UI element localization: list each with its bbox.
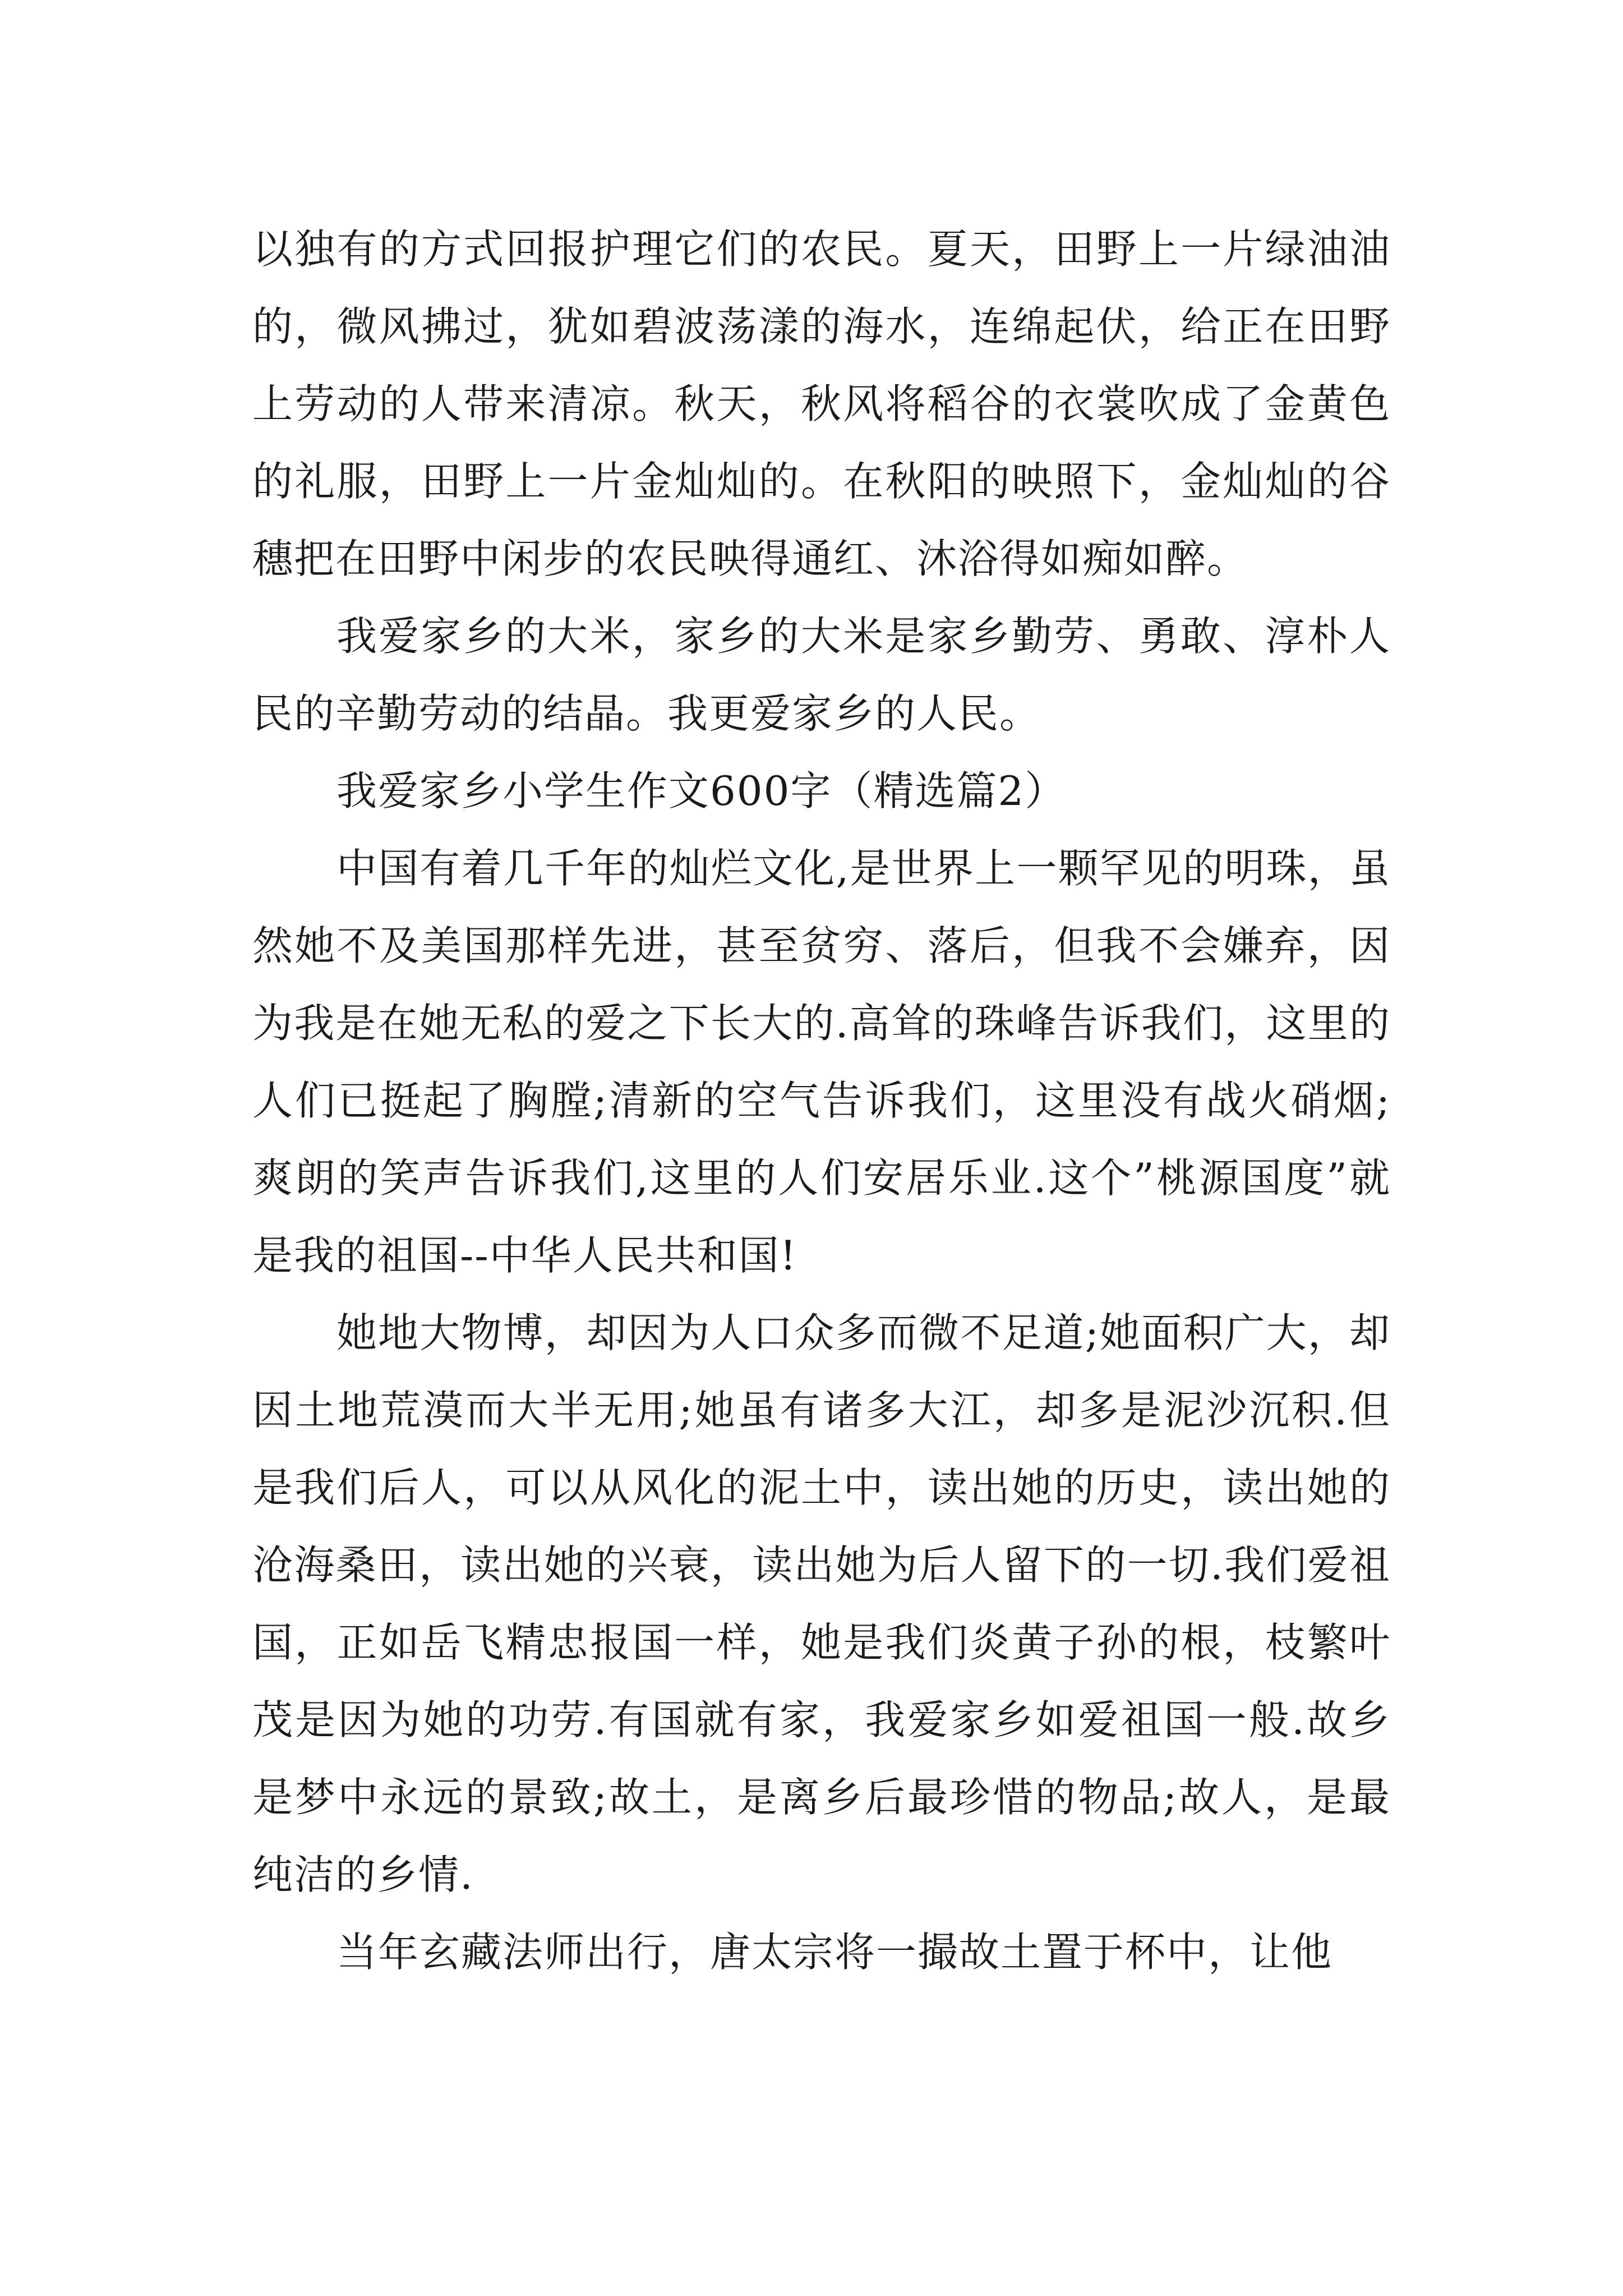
- paragraph-3: 中国有着几千年的灿烂文化,是世界上一颗罕见的明珠，虽然她不及美国那样先进，甚至贫穷、落后，但我不会嫌弃，因为我是在她无私的爱之下长大的.高耸的珠峰告诉我们，这里的人们已挺起了胸膛;清新的空气告诉我们，这里没有战火硝烟;爽朗的笑声告诉我们,这里的人们安居乐业.这个”桃源国度”就是我的祖国--中华人民共和国!: [252, 845, 1391, 1279]
- document-body: [252, 210, 1391, 1991]
- section-heading: 我爱家乡小学生作文600字（精选篇2）: [336, 767, 1067, 815]
- paragraph-4: 她地大物博，却因为人口众多而微不足道;她面积广大，却因土地荒漠而大半无用;她虽有诸多大江，却多是泥沙沉积.但是我们后人，可以从风化的泥土中，读出她的历史，读出她的沧海桑田，读出她的兴衰，读出她为后人留下的一切.我们爱祖国，正如岳飞精忠报国一样，她是我们炎黄子孙的根，枝繁叶茂是因为她的功劳.有国就有家，我爱家乡如爱祖国一般.故乡是梦中永远的景致;故土，是离乡后最珍惜的物品;故人，是最纯洁的乡情.: [252, 1309, 1391, 1898]
- paragraph-1: 以独有的方式回报护理它们的农民。夏天，田野上一片绿油油的，微风拂过，犹如碧波荡漾的海水，连绵起伏，给正在田野上劳动的人带来清凉。秋天，秋风将稻谷的衣裳吹成了金黄色的礼服，田野上一片金灿灿的。在秋阳的映照下，金灿灿的谷穗把在田野中闲步的农民映得通红、沐浴得如痴如醉。: [252, 226, 1391, 582]
- paragraph-2: 我爱家乡的大米，家乡的大米是家乡勤劳、勇敢、淳朴人民的辛勤劳动的结晶。我更爱家乡的人民。: [252, 613, 1391, 737]
- paragraph-5: 当年玄藏法师出行，唐太宗将一撮故土置于杯中，让他: [336, 1929, 1333, 1976]
